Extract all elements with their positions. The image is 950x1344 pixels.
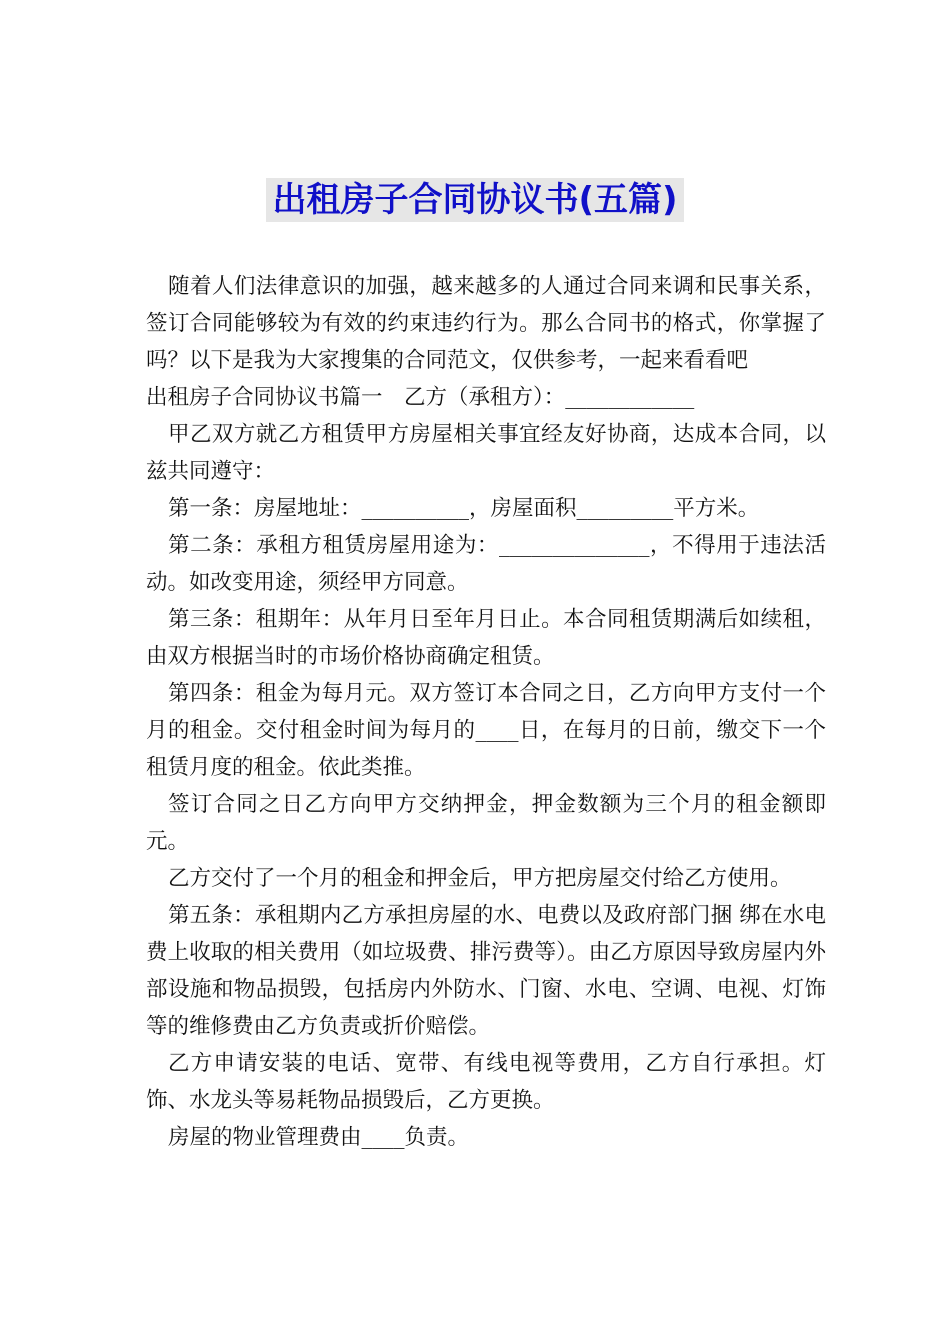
deposit-paragraph: 签订合同之日乙方向甲方交纳押金，押金数额为三个月的租金额即元。	[146, 792, 826, 854]
property-fee-paragraph: 房屋的物业管理费由____负责。	[168, 1125, 470, 1150]
clause-4-paragraph: 第四条：租金为每月元。双方签订本合同之日，乙方向甲方支付一个月的租金。交付租金时间为每月的____日，在每月的日前，缴交下一个租赁月度的租金。依此类推。	[146, 681, 826, 780]
preamble-paragraph: 甲乙双方就乙方租赁甲方房屋相关事宜经友好协商，达成本合同，以兹共同遵守：	[146, 422, 826, 484]
intro-paragraph: 随着人们法律意识的加强，越来越多的人通过合同来调和民事关系，签订合同能够较为有效的约束违约行为。那么合同书的格式，你掌握了吗？以下是我为大家搜集的合同范文，仅供参考，一起来看看吧	[146, 274, 826, 373]
document-title: 出租房子合同协议书(五篇)	[266, 178, 683, 222]
title-container	[0, 178, 950, 222]
section-heading-paragraph: 出租房子合同协议书篇一 乙方（承租方）：____________	[146, 385, 695, 410]
clause-1-paragraph: 第一条：房屋地址：__________，房屋面积_________平方米。	[168, 496, 760, 521]
handover-paragraph: 乙方交付了一个月的租金和押金后，甲方把房屋交付给乙方使用。	[168, 866, 792, 891]
document-body	[146, 268, 826, 1156]
clause-5-paragraph: 第五条：承租期内乙方承担房屋的水、电费以及政府部门捆 绑在水电费上收取的相关费用（如垃圾费、排污费等）。由乙方原因导致房屋内外部设施和物品损毁，包括房内外防水、门窗、水电、空调、电视、灯饰等的维修费由乙方负责或折价赔偿。	[146, 903, 826, 1039]
clause-3-paragraph: 第三条：租期年：从年月日至年月日止。本合同租赁期满后如续租，由双方根据当时的市场价格协商确定租赁。	[146, 607, 826, 669]
installation-paragraph: 乙方申请安装的电话、宽带、有线电视等费用，乙方自行承担。灯饰、水龙头等易耗物品损毁后，乙方更换。	[146, 1051, 826, 1113]
clause-2-paragraph: 第二条：承租方租赁房屋用途为：______________，不得用于违法活动。如改变用途，须经甲方同意。	[146, 533, 826, 595]
